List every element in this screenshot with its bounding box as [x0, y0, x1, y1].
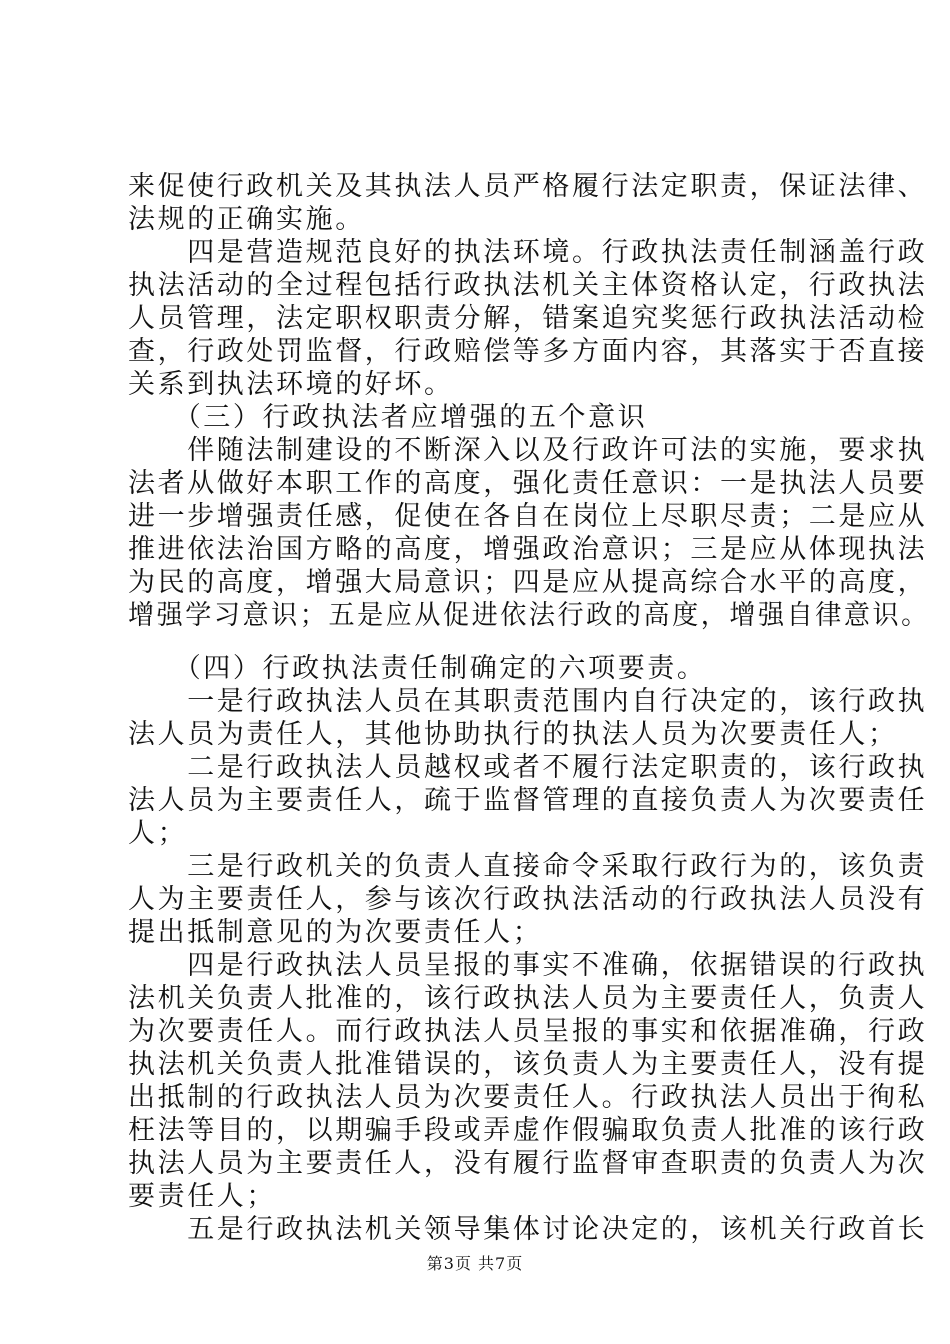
section-heading: （三）行政执法者应增强的五个意识 — [128, 402, 648, 433]
text-line: 四是行政执法人员呈报的事实不准确，依据错误的行政执 — [128, 950, 928, 981]
text-line: 四是营造规范良好的执法环境。行政执法责任制涵盖行政 — [128, 237, 928, 268]
text-line: 法人员为主要责任人，疏于监督管理的直接负责人为次要责任 — [128, 785, 928, 816]
text-line: 执法人员为主要责任人，没有履行监督审查职责的负责人为次 — [128, 1148, 928, 1179]
text-line: 推进依法治国方略的高度，增强政治意识；三是应从体现执法 — [128, 534, 928, 565]
text-line: 二是行政执法人员越权或者不履行法定职责的，该行政执 — [128, 752, 928, 783]
text-line: 三是行政机关的负责人直接命令采取行政行为的，该负责 — [128, 851, 928, 882]
text-line: 提出抵制意见的为次要责任人； — [128, 917, 543, 948]
text-line: 增强学习意识；五是应从促进依法行政的高度，增强自律意识。 — [128, 600, 930, 631]
text-line: 五是行政执法机关领导集体讨论决定的，该机关行政首长 — [128, 1214, 928, 1245]
text-line: 执法活动的全过程包括行政执法机关主体资格认定，行政执法 — [128, 270, 928, 301]
text-line: 要责任人； — [128, 1181, 276, 1212]
text-line: 伴随法制建设的不断深入以及行政许可法的实施，要求执 — [128, 435, 928, 466]
text-line: 法者从做好本职工作的高度，强化责任意识：一是执法人员要 — [128, 468, 928, 499]
text-line: 人为主要责任人，参与该次行政执法活动的行政执法人员没有 — [128, 884, 928, 915]
text-line: 查，行政处罚监督，行政赔偿等多方面内容，其落实于否直接 — [128, 336, 928, 367]
text-line: 来促使行政机关及其执法人员严格履行法定职责，保证法律、 — [128, 171, 928, 202]
section-heading: （四）行政执法责任制确定的六项要责。 — [128, 653, 707, 684]
text-line: 人； — [128, 818, 188, 849]
text-line: 法人员为责任人，其他协助执行的执法人员为次要责任人； — [128, 719, 898, 750]
page-footer: 第3页 共7页 — [426, 1254, 524, 1273]
text-line: 法规的正确实施。 — [128, 204, 365, 235]
text-line: 为民的高度，增强大局意识；四是应从提高综合水平的高度， — [128, 567, 928, 598]
text-line: 法机关负责人批准的，该行政执法人员为主要责任人，负责人 — [128, 983, 928, 1014]
text-line: 一是行政执法人员在其职责范围内自行决定的，该行政执 — [128, 686, 928, 717]
text-line: 进一步增强责任感，促使在各自在岗位上尽职尽责；二是应从 — [128, 501, 928, 532]
text-line: 人员管理，法定职权职责分解，错案追究奖惩行政执法活动检 — [128, 303, 928, 334]
text-line: 关系到执法环境的好坏。 — [128, 369, 454, 400]
text-line: 为次要责任人。而行政执法人员呈报的事实和依据准确，行政 — [128, 1016, 928, 1047]
text-line: 枉法等目的，以期骗手段或弄虚作假骗取负责人批准的该行政 — [128, 1115, 928, 1146]
text-line: 执法机关负责人批准错误的，该负责人为主要责任人，没有提 — [128, 1049, 928, 1080]
text-line: 出抵制的行政执法人员为次要责任人。行政执法人员出于徇私 — [128, 1082, 928, 1113]
